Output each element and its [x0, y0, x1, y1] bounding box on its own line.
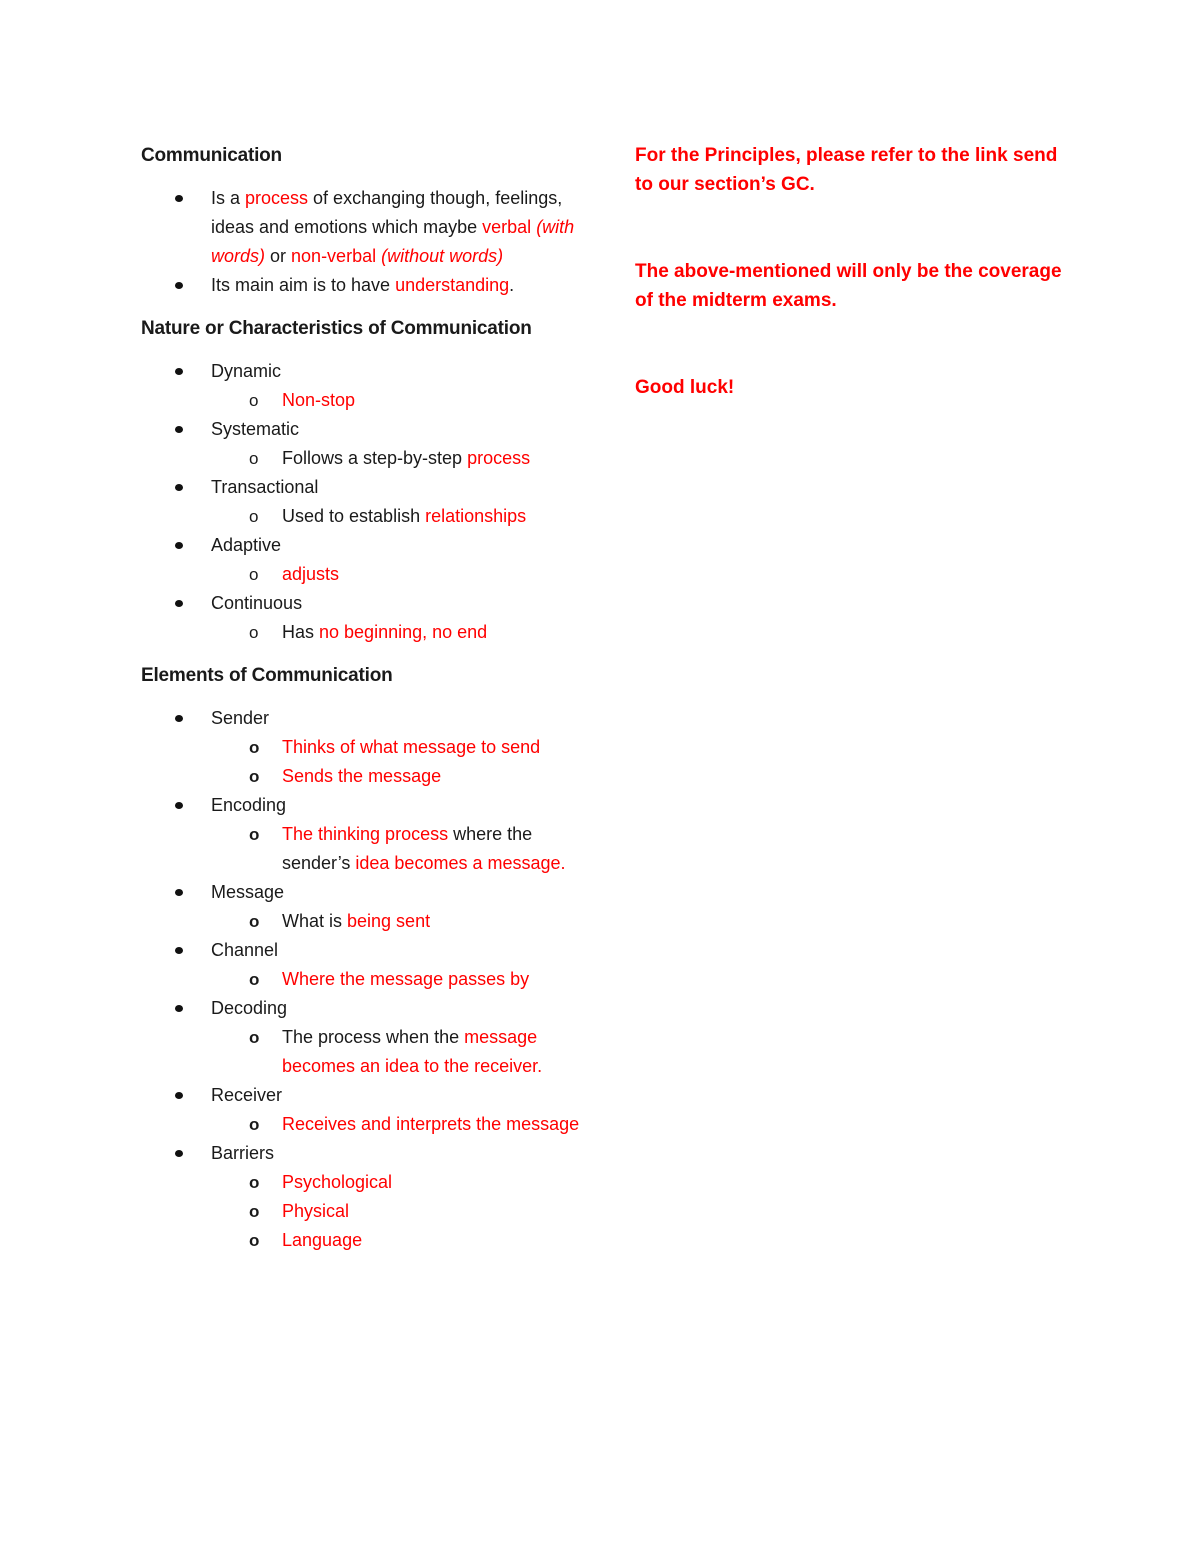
sub-list-item	[141, 1023, 581, 1081]
bullet-icon	[175, 1092, 183, 1099]
text-run: or	[265, 246, 292, 266]
sub-list	[211, 965, 581, 994]
coverage-note: The above-mentioned will only be the coverage of the midterm exams.	[635, 261, 1062, 311]
bullet-icon	[175, 484, 183, 491]
circle-bullet-icon: o	[249, 1115, 260, 1134]
list-item	[141, 994, 581, 1081]
list-item	[141, 357, 581, 415]
bullet-icon	[175, 715, 183, 722]
circle-bullet-icon: o	[249, 738, 260, 757]
item-label: Transactional	[211, 477, 319, 497]
circle-bullet-icon: o	[249, 970, 260, 989]
list-item	[141, 271, 581, 300]
sub-list	[211, 1023, 581, 1081]
sub-list	[211, 1110, 581, 1139]
sub-list-item	[141, 965, 581, 994]
sub-list-item	[141, 1110, 581, 1139]
item-label: Sender	[211, 708, 270, 728]
circle-bullet-icon: o	[249, 1231, 260, 1250]
circle-bullet-icon: o	[249, 767, 260, 786]
highlight-text: Receives and interprets the message	[282, 1114, 580, 1134]
text-run: Has	[282, 622, 320, 642]
sub-list-item	[141, 762, 581, 791]
highlight-text: non-verbal	[291, 246, 382, 266]
item-label: Systematic	[211, 419, 300, 439]
circle-bullet-icon: o	[249, 1173, 260, 1192]
highlight-text: Sends the message	[282, 766, 442, 786]
communication-list	[141, 184, 581, 300]
left-column	[141, 141, 581, 1255]
bullet-icon	[175, 426, 183, 433]
highlight-text: verbal	[482, 217, 537, 237]
list-item	[141, 415, 581, 473]
text-run: What is	[282, 911, 348, 931]
list-item	[141, 473, 581, 531]
item-label: Receiver	[211, 1085, 283, 1105]
text-run: Its main aim is to have	[211, 275, 396, 295]
highlight-text: process	[467, 448, 531, 468]
highlight-text: The thinking process	[282, 824, 449, 844]
list-item	[141, 878, 581, 936]
bullet-icon	[175, 542, 183, 549]
sub-list-item	[141, 444, 581, 473]
text-run: of exchanging though, feelings, ideas and emotions which maybe	[211, 188, 563, 237]
principles-note: For the Principles, please refer to the link send to our section’s GC.	[635, 145, 1058, 195]
highlight-text: Psychological	[282, 1172, 393, 1192]
sub-list	[211, 733, 581, 791]
sub-list-item	[141, 502, 581, 531]
characteristics-list	[141, 357, 581, 647]
item-label: Adaptive	[211, 535, 282, 555]
sub-list	[211, 618, 581, 647]
highlight-text: Physical	[282, 1201, 350, 1221]
bullet-icon	[175, 282, 183, 289]
sub-list	[211, 386, 581, 415]
circle-bullet-icon: o	[249, 1028, 260, 1047]
highlight-text: Non-stop	[282, 390, 356, 410]
highlight-text: Where the message passes by	[282, 969, 530, 989]
item-label: Channel	[211, 940, 279, 960]
item-label: Continuous	[211, 593, 303, 613]
highlight-text: relationships	[425, 506, 527, 526]
highlight-text: understanding	[395, 275, 510, 295]
sub-list-item	[141, 618, 581, 647]
text-run: where the sender’s	[282, 824, 533, 873]
bullet-icon	[175, 368, 183, 375]
elements-list	[141, 704, 581, 1255]
sub-list-item	[141, 560, 581, 589]
sub-list-item	[141, 1168, 581, 1197]
text-run: Follows a step-by-step	[282, 448, 468, 468]
circle-bullet-icon: o	[249, 449, 259, 468]
circle-bullet-icon: o	[249, 391, 259, 410]
right-column	[635, 141, 1075, 402]
text-run: The process when the	[282, 1027, 465, 1047]
text-run: .	[509, 275, 515, 295]
highlight-text: Thinks of what message to send	[282, 737, 541, 757]
circle-bullet-icon: o	[249, 1202, 260, 1221]
sub-list-item	[141, 1226, 581, 1255]
sub-list	[211, 1168, 581, 1255]
list-item	[141, 791, 581, 878]
list-item	[141, 531, 581, 589]
circle-bullet-icon: o	[249, 623, 259, 642]
sub-list	[211, 907, 581, 936]
item-label: Decoding	[211, 998, 288, 1018]
bullet-icon	[175, 1005, 183, 1012]
sub-list-item	[141, 733, 581, 762]
bullet-icon	[175, 195, 183, 202]
highlight-text: process	[245, 188, 309, 208]
highlight-text: no beginning, no end	[319, 622, 488, 642]
list-item	[141, 184, 581, 271]
item-label: Dynamic	[211, 361, 282, 381]
bullet-icon	[175, 889, 183, 896]
item-label: Message	[211, 882, 285, 902]
circle-bullet-icon: o	[249, 507, 259, 526]
highlight-text: (with words)	[211, 217, 575, 266]
item-label: Encoding	[211, 795, 287, 815]
highlight-text: adjusts	[282, 564, 340, 584]
sub-list	[211, 444, 581, 473]
list-item	[141, 1081, 581, 1139]
good-luck-note: Good luck!	[635, 377, 735, 398]
bullet-icon	[175, 947, 183, 954]
circle-bullet-icon: o	[249, 825, 260, 844]
bullet-icon	[175, 802, 183, 809]
sub-list-item	[141, 907, 581, 936]
highlight-text: message becomes an idea to the receiver.	[282, 1027, 543, 1076]
sub-list	[211, 820, 581, 878]
text-run: Used to establish	[282, 506, 426, 526]
bullet-icon	[175, 600, 183, 607]
highlight-text: Language	[282, 1230, 363, 1250]
section-title-characteristics: Nature or Characteristics of Communication	[141, 318, 532, 339]
circle-bullet-icon: o	[249, 565, 259, 584]
sub-list-item	[141, 1197, 581, 1226]
section-title-elements: Elements of Communication	[141, 665, 393, 686]
sub-list-item	[141, 820, 581, 878]
section-title-communication: Communication	[141, 145, 282, 166]
list-item	[141, 704, 581, 791]
sub-list	[211, 560, 581, 589]
highlight-text: (without words)	[381, 246, 504, 266]
sub-list-item	[141, 386, 581, 415]
sub-list	[211, 502, 581, 531]
item-label: Barriers	[211, 1143, 275, 1163]
list-item	[141, 1139, 581, 1255]
circle-bullet-icon: o	[249, 912, 260, 931]
highlight-text: idea becomes a message.	[355, 853, 566, 873]
bullet-icon	[175, 1150, 183, 1157]
list-item	[141, 589, 581, 647]
highlight-text: being sent	[347, 911, 431, 931]
list-item	[141, 936, 581, 994]
text-run: Is a	[211, 188, 246, 208]
